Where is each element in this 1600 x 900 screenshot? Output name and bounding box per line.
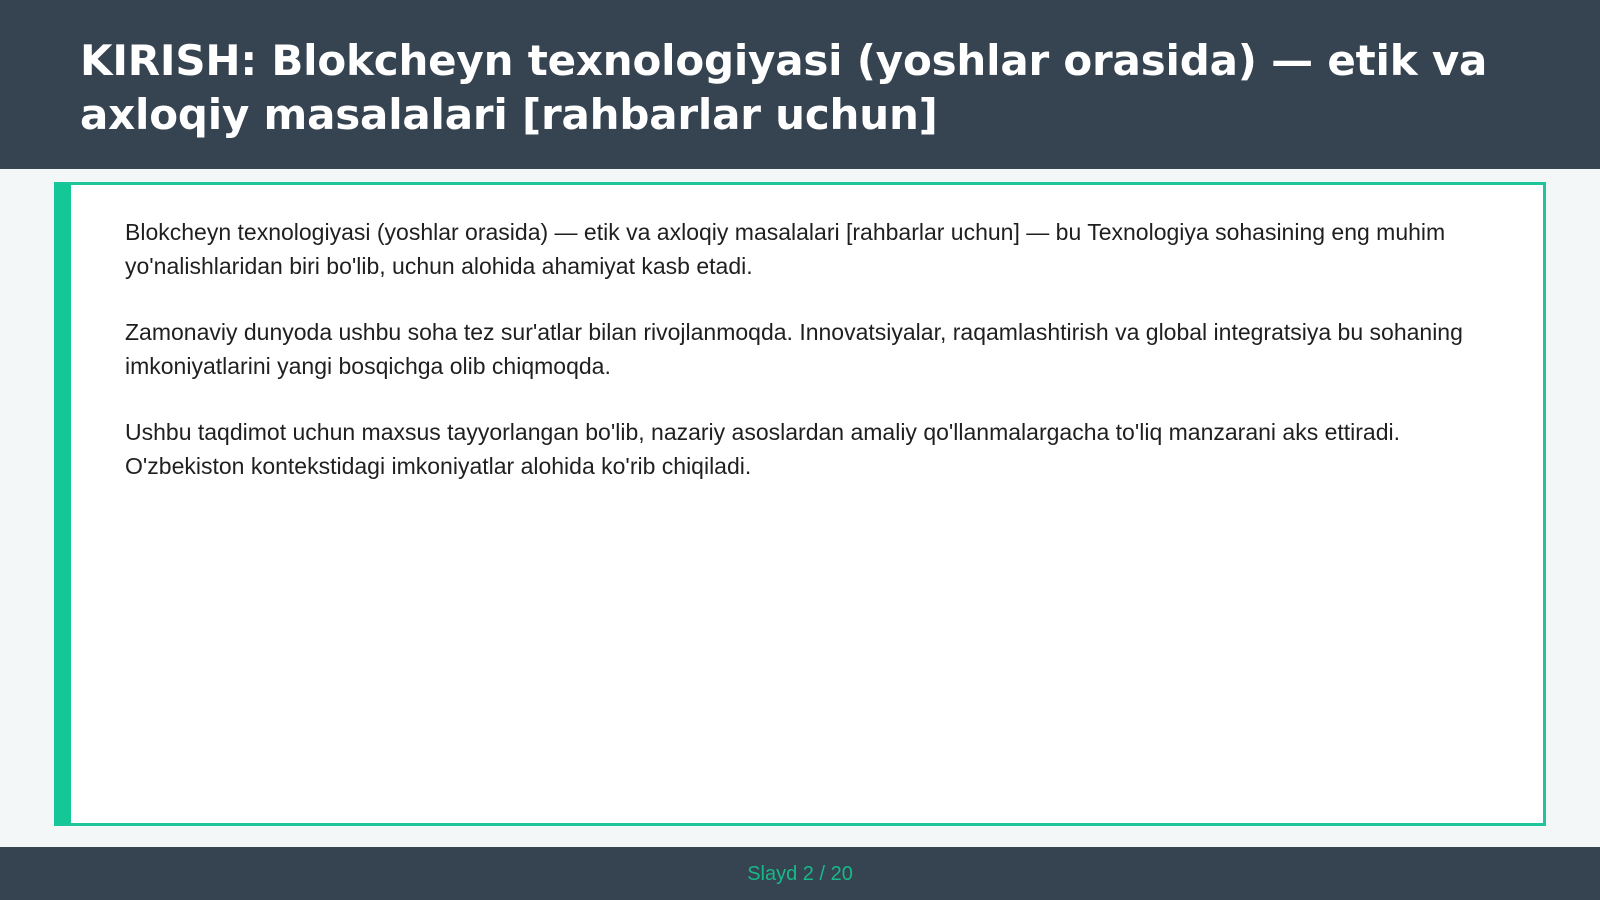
intro-paragraph: Blokcheyn texnologiyasi (yoshlar orasida) — etik va axloqiy masalalari [rahbarlar uchun] — bu Texnologiya sohasining eng muhim yo'nalishlaridan biri bo'lib, uchun alohida ahamiyat kasb etadi. [125,219,1446,279]
content-text [125,215,1495,515]
slide-counter: Slayd 2 / 20 [747,863,853,885]
content-panel [54,182,1546,826]
presentation-purpose-paragraph: Ushbu taqdimot uchun maxsus tayyorlangan bo'lib, nazariy asoslardan amaliy qo'llanmalargacha to'liq manzarani aks ettiradi. O'zbekiston kontekstidagi imkoniyatlar alohida ko'rib chiqiladi. [125,419,1401,479]
slide-footer [0,847,1600,900]
development-paragraph: Zamonaviy dunyoda ushbu soha tez sur'atlar bilan rivojlanmoqda. Innovatsiyalar, raqamlashtirish va global integratsiya bu sohaning imkoniyatlarini yangi bosqichga olib chiqmoqda. [125,319,1463,379]
slide-title: KIRISH: Blokcheyn texnologiyasi (yoshlar orasida) — etik va axloqiy masalalari [rahbarlar uchun] [80,36,1488,139]
slide-header [0,0,1600,169]
